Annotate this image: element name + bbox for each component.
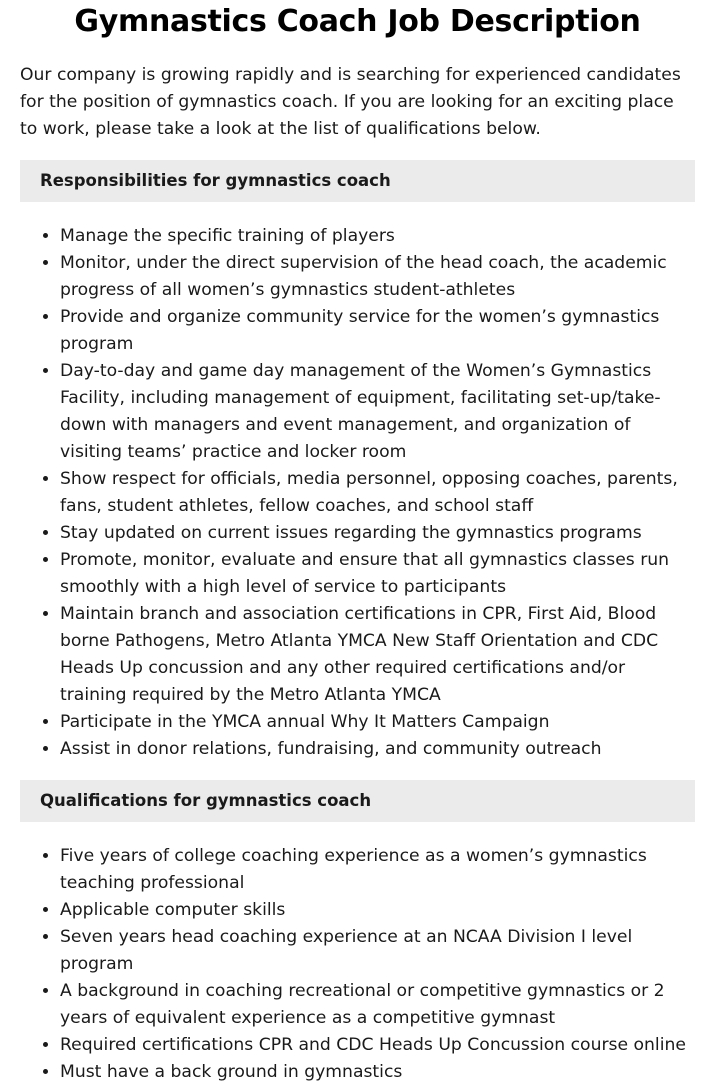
list-item: • Must have a back ground in gymnastics — [60, 1059, 695, 1086]
list-item: • Assist in donor relations, fundraising, and community outreach — [60, 736, 695, 763]
page-title: Gymnastics Coach Job Description — [74, 4, 641, 39]
list-item: • Promote, monitor, evaluate and ensure that all gymnastics classes run smoothly with a high level of service to participants — [60, 547, 695, 601]
list-item: • A background in coaching recreational or competitive gymnastics or 2 years of equivalent experience as a competitive gymnast — [60, 978, 695, 1032]
responsibilities-list — [20, 223, 695, 763]
list-item: • Maintain branch and association certifications in CPR, First Aid, Blood borne Pathogens, Metro Atlanta YMCA New Staff Orientation and CDC Heads Up concussion and any other required certifications and/or training required by the Metro Atlanta YMCA — [60, 601, 695, 709]
list-item: • Required certifications CPR and CDC Heads Up Concussion course online — [60, 1032, 695, 1059]
intro-paragraph: Our company is growing rapidly and is searching for experienced candidates for the position of gymnastics coach. If you are looking for an exciting place to work, please take a look at the list of qualifications below. — [20, 65, 681, 139]
list-item: • Stay updated on current issues regarding the gymnastics programs — [60, 520, 695, 547]
qualifications-list — [20, 843, 695, 1086]
list-item: • Applicable computer skills — [60, 897, 695, 924]
list-item: • Seven years head coaching experience at an NCAA Division I level program — [60, 924, 695, 978]
list-item: • Participate in the YMCA annual Why It Matters Campaign — [60, 709, 695, 736]
list-item: • Monitor, under the direct supervision of the head coach, the academic progress of all women’s gymnastics student-athletes — [60, 250, 695, 304]
responsibilities-heading: Responsibilities for gymnastics coach — [20, 160, 695, 202]
list-item: • Show respect for officials, media personnel, opposing coaches, parents, fans, student athletes, fellow coaches, and school staff — [60, 466, 695, 520]
qualifications-heading: Qualifications for gymnastics coach — [20, 780, 695, 822]
list-item: • Day-to-day and game day management of the Women’s Gymnastics Facility, including management of equipment, facilitating set-up/take-down with managers and event management, and organization of visiting teams’ practice and locker room — [60, 358, 695, 466]
list-item: • Provide and organize community service for the women’s gymnastics program — [60, 304, 695, 358]
list-item: • Manage the specific training of players — [60, 223, 695, 250]
list-item: • Five years of college coaching experience as a women’s gymnastics teaching professional — [60, 843, 695, 897]
